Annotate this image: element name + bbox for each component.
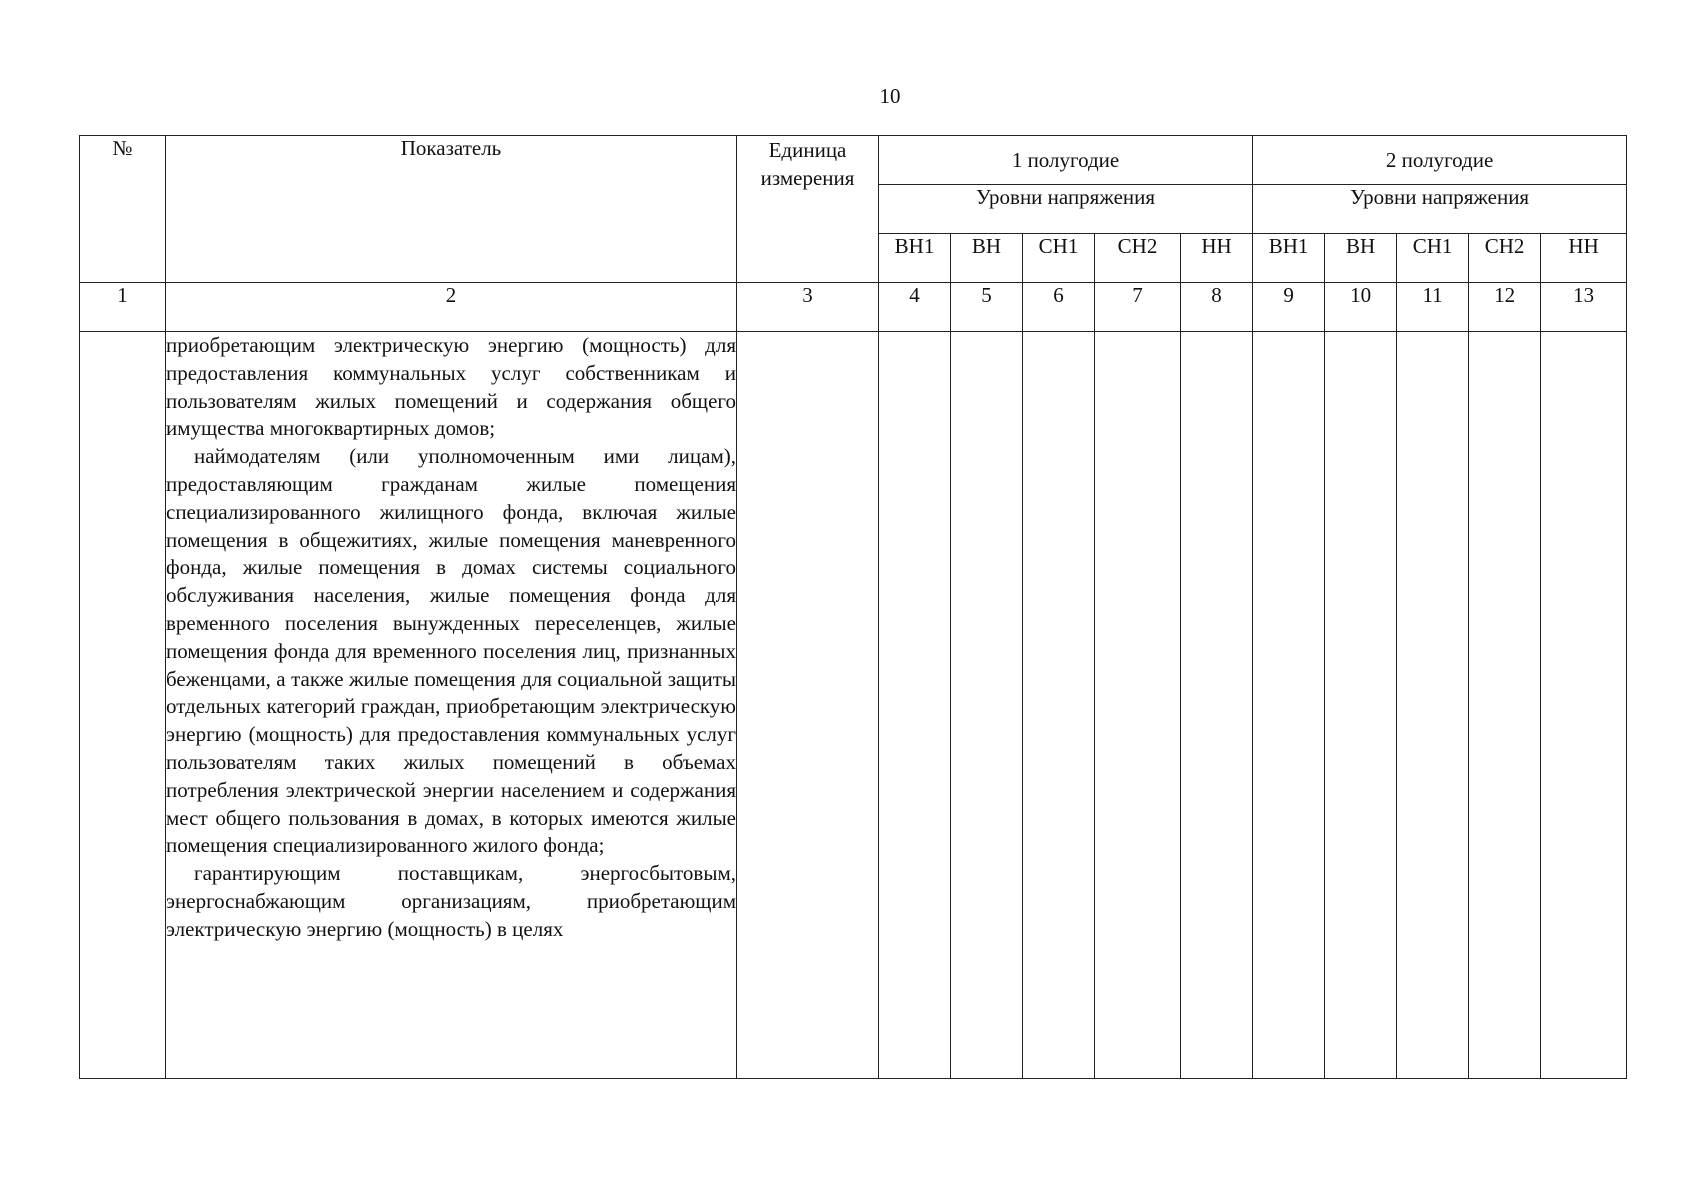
header-level-sn2-half2: СН2 [1469,234,1541,283]
column-number: 2 [166,283,737,332]
header-voltage-levels-half2: Уровни напряжения [1253,185,1627,234]
column-number: 11 [1397,283,1469,332]
column-number: 6 [1023,283,1095,332]
unit-cell [737,332,879,1079]
row-number-cell [80,332,166,1079]
column-number: 3 [737,283,879,332]
value-cell [1095,332,1181,1079]
table-row [80,332,1627,1079]
header-level-vn-half2: ВН [1325,234,1397,283]
value-cell [1397,332,1469,1079]
header-level-vn-half1: ВН [951,234,1023,283]
header-level-nn-half2: НН [1541,234,1627,283]
column-number: 4 [879,283,951,332]
header-voltage-levels-half1: Уровни напряжения [879,185,1253,234]
indicator-paragraph: приобретающим электрическую энергию (мощность) для предоставления коммунальных услуг собственникам и пользователям жилых помещений и содержания общего имущества многоквартирных домов; [166,333,736,441]
value-cell [1253,332,1325,1079]
column-number: 1 [80,283,166,332]
value-cell [1023,332,1095,1079]
column-numbers-row [80,283,1627,332]
indicator-paragraph: гарантирующим поставщикам, энергосбытовым, энергоснабжающим организациям, приобретающим электрическую энергию (мощность) в целях [166,861,736,941]
indicator-paragraph: наймодателям (или уполномоченным ими лицам), предоставляющим гражданам жилые помещения специализированного жилищного фонда, включая жилые помещения в общежитиях, жилые помещения маневренного фонда, жилые помещения в домах системы социального обслуживания населения, жилые помещения фонда для временного поселения вынужденных переселенцев, жилые помещения фонда для временного поселения лиц, признанных беженцами, а также жилые помещения для социальной защиты отдельных категорий граждан, приобретающим электрическую энергию (мощность) для предоставления коммунальных услуг пользователям таких жилых помещений в объемах потребления электрической энергии населением и содержания мест общего пользования в домах, в которых имеются жилые помещения специализированного жилого фонда; [166,444,736,858]
column-number: 7 [1095,283,1181,332]
page-number: 10 [879,84,901,108]
value-cell [1325,332,1397,1079]
column-number: 10 [1325,283,1397,332]
header-unit: Единица измерения [737,136,879,283]
indicator-cell [166,332,737,1079]
header-level-sn1-half1: СН1 [1023,234,1095,283]
column-number: 9 [1253,283,1325,332]
value-cell [951,332,1023,1079]
header-half2: 2 полугодие [1253,136,1627,185]
header-number: № [80,136,166,283]
header-level-sn1-half2: СН1 [1397,234,1469,283]
value-cell [1541,332,1627,1079]
column-number: 8 [1181,283,1253,332]
value-cell [1181,332,1253,1079]
header-level-nn-half1: НН [1181,234,1253,283]
header-half1: 1 полугодие [879,136,1253,185]
column-number: 12 [1469,283,1541,332]
value-cell [879,332,951,1079]
header-level-sn2-half1: СН2 [1095,234,1181,283]
column-number: 5 [951,283,1023,332]
header-level-vn1-half1: ВН1 [879,234,951,283]
header-indicator: Показатель [166,136,737,283]
value-cell [1469,332,1541,1079]
tariff-table [79,135,1627,1079]
header-level-vn1-half2: ВН1 [1253,234,1325,283]
column-number: 13 [1541,283,1627,332]
